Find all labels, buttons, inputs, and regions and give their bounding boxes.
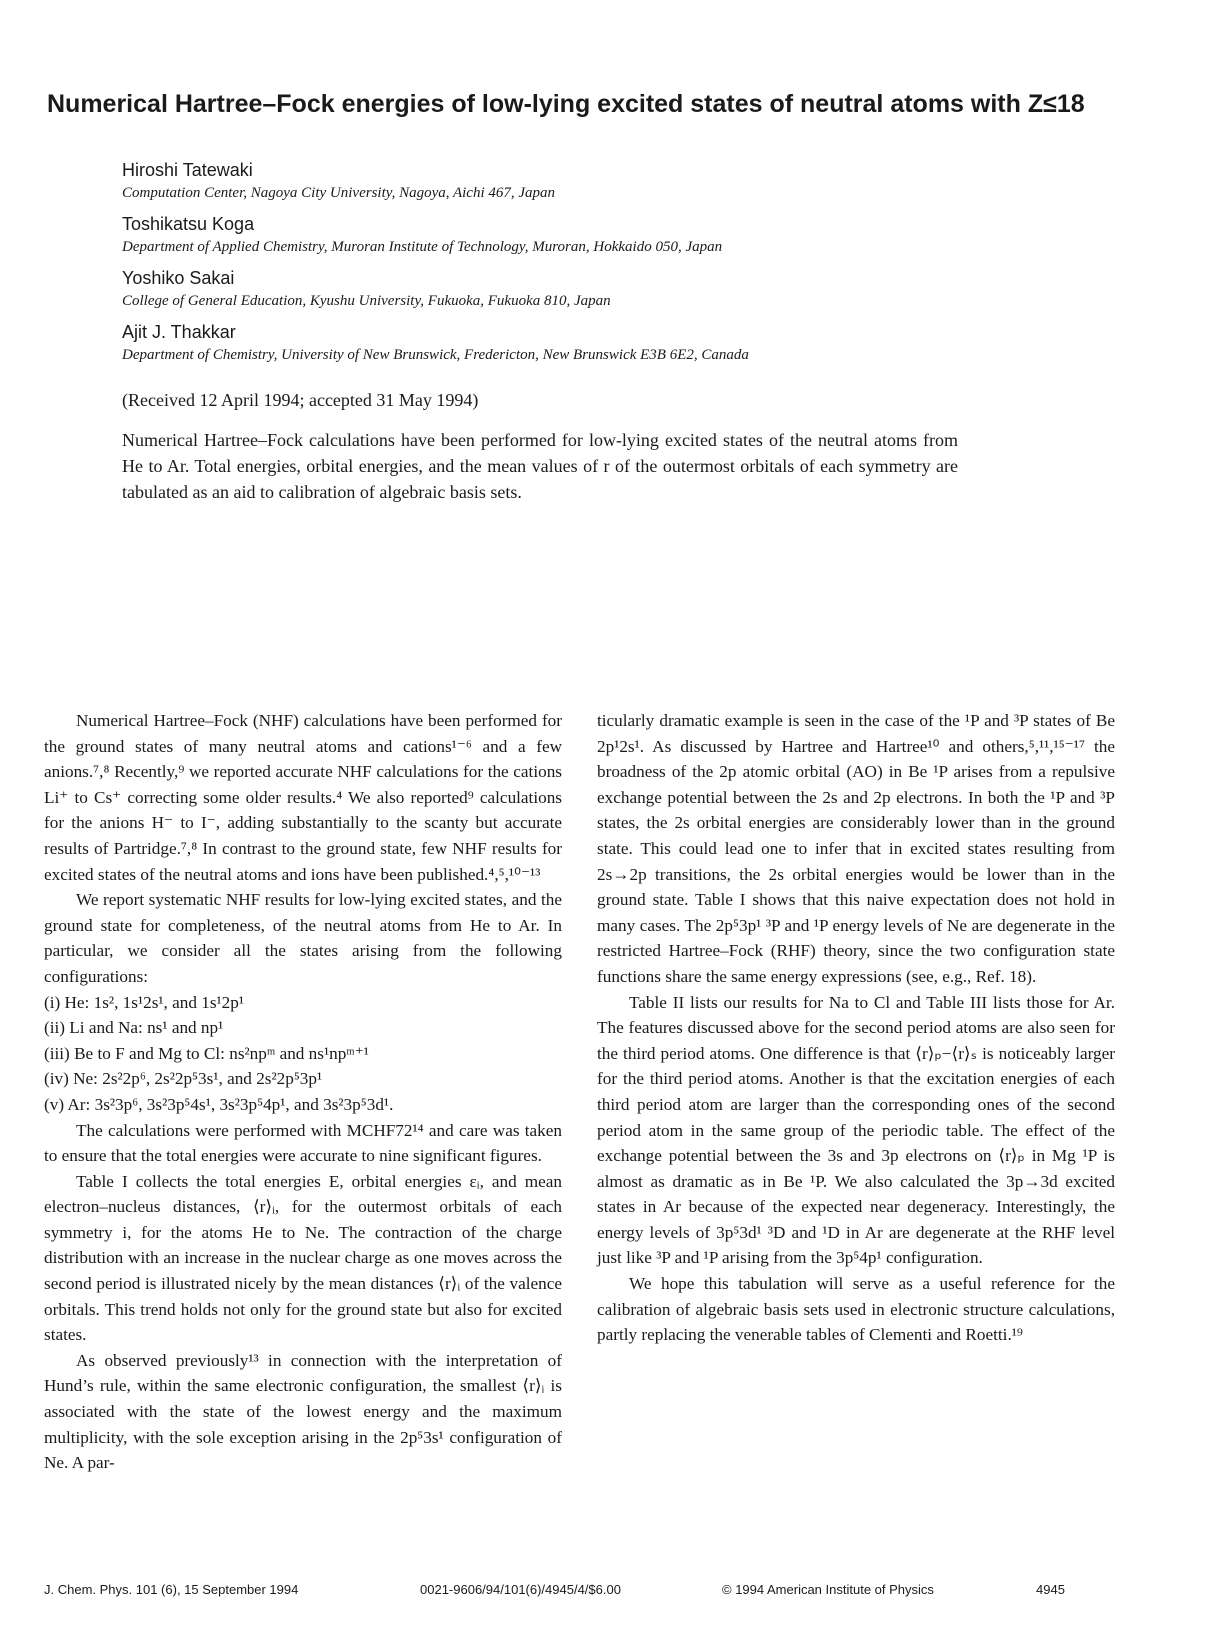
body-paragraph: Table I collects the total energies E, orbital energies εᵢ, and mean electron–nucleus distances, ⟨r⟩ᵢ, for the outermost orbitals of each symmetry i, for the atoms He to Ne. The contraction of the charge distribution with an increase in the nuclear charge as one moves across the second period is illustrated nicely by the mean distances ⟨r⟩ᵢ of the valence orbitals. This trend holds not only for the ground state but also for excited states. [44, 1171, 562, 1345]
author-affiliation: College of General Education, Kyushu University, Fukuoka, Fukuoka 810, Japan [122, 293, 611, 309]
author-affiliation: Department of Chemistry, University of New Brunswick, Fredericton, New Brunswick E3B 6E2, Canada [122, 347, 749, 363]
configuration-item: (iii) Be to F and Mg to Cl: ns²npᵐ and ns¹npᵐ⁺¹ [44, 1043, 369, 1063]
configuration-item: (i) He: 1s², 1s¹2s¹, and 1s¹2p¹ [44, 992, 245, 1012]
author-affiliation: Department of Applied Chemistry, Muroran Institute of Technology, Muroran, Hokkaido 050, Japan [122, 239, 723, 255]
page-number: 4945 [1036, 1582, 1065, 1597]
article-code: 0021-9606/94/101(6)/4945/4/$6.00 [420, 1582, 621, 1597]
received-dates: (Received 12 April 1994; accepted 31 May 1994) [122, 390, 479, 410]
paper-title: Numerical Hartree–Fock energies of low-lying excited states of neutral atoms with Z≤18 [47, 90, 1085, 118]
body-paragraph: We report systematic NHF results for low-lying excited states, and the ground state for completeness, of the neutral atoms from He to Ar. In particular, we consider all the states arising from the following configurations: [44, 890, 562, 986]
abstract: Numerical Hartree–Fock calculations have been performed for low-lying excited states of the neutral atoms from He to Ar. Total energies, orbital energies, and the mean values of r of the outermost orbitals of each symmetry are tabulated as an aid to calibration of algebraic basis sets. [122, 430, 958, 502]
author-name: Toshikatsu Koga [122, 214, 255, 234]
author-name: Yoshiko Sakai [122, 268, 235, 288]
body-paragraph: Table II lists our results for Na to Cl and Table III lists those for Ar. The features discussed above for the second period atoms are also seen for the third period atoms. One difference is that ⟨r⟩ₚ−⟨r⟩ₛ is noticeably larger for the third period atoms. Another is that the excitation energies of each third period atom are larger than the corresponding ones of the second period atom in the same group of the periodic table. The effect of the exchange potential between the 3s and 3p electrons on ⟨r⟩ₚ in Mg ¹P is almost as dramatic as in Be ¹P. We also calculated the 3p→3d excited states in Ar because of the expected near degeneracy. Interestingly, the energy levels of 3p⁵3d¹ ³D and ¹D in Ar are degenerate at the RHF level just like ³P and ¹P arising from the 3p⁵4p¹ configuration. [597, 992, 1115, 1268]
configuration-item: (ii) Li and Na: ns¹ and np¹ [44, 1018, 224, 1038]
body-paragraph: The calculations were performed with MCHF72¹⁴ and care was taken to ensure that the total energies were accurate to nine significant figures. [44, 1120, 562, 1166]
body-column-right [597, 708, 1115, 1348]
body-paragraph: We hope this tabulation will serve as a useful reference for the calibration of algebraic basis sets used in electronic structure calculations, partly replacing the venerable tables of Clementi and Roetti.¹⁹ [597, 1274, 1115, 1345]
author-name: Hiroshi Tatewaki [122, 160, 253, 180]
author-name: Ajit J. Thakkar [122, 322, 236, 342]
body-paragraph: Numerical Hartree–Fock (NHF) calculations have been performed for the ground states of many neutral atoms and cations¹⁻⁶ and a few anions.⁷,⁸ Recently,⁹ we reported accurate NHF calculations for the cations Li⁺ to Cs⁺ correcting some older results.⁴ We also reported⁹ calculations for the anions H⁻ to I⁻, adding substantially to the scanty but accurate results of Partridge.⁷,⁸ In contrast to the ground state, few NHF results for excited states of the neutral atoms and ions have been published.⁴,⁵,¹⁰⁻¹³ [44, 711, 562, 884]
body-paragraph: As observed previously¹³ in connection with the interpretation of Hund’s rule, within the same electronic configuration, the smallest ⟨r⟩ᵢ is associated with the state of the lowest energy and the maximum multiplicity, with the sole exception arising in the 2p⁵3s¹ configuration of Ne. A par- [44, 1350, 562, 1473]
journal-citation: J. Chem. Phys. 101 (6), 15 September 1994 [44, 1582, 299, 1597]
configuration-item: (iv) Ne: 2s²2p⁶, 2s²2p⁵3s¹, and 2s²2p⁵3p¹ [44, 1069, 323, 1089]
configuration-item: (v) Ar: 3s²3p⁶, 3s²3p⁵4s¹, 3s²3p⁵4p¹, and 3s²3p⁵3d¹. [44, 1094, 394, 1114]
body-column-left [44, 708, 562, 1476]
copyright-notice: © 1994 American Institute of Physics [722, 1582, 934, 1597]
body-paragraph: ticularly dramatic example is seen in the case of the ¹P and ³P states of Be 2p¹2s¹. As discussed by Hartree and Hartree¹⁰ and others,⁵,¹¹,¹⁵⁻¹⁷ the broadness of the 2p atomic orbital (AO) in Be ¹P arises from a repulsive exchange potential between the 2s and 2p electrons. In both the ¹P and ³P states, the 2s orbital energies are considerably lower than in the ground state. This could lead one to infer that in excited states resulting from 2s→2p transitions, the 2s orbital energies would be lower than in the ground state. Table I shows that this naive expectation does not hold in many cases. The 2p⁵3p¹ ³P and ¹P energy levels of Ne are degenerate in the restricted Hartree–Fock (RHF) theory, since the two configuration state functions share the same energy expressions (see, e.g., Ref. 18). [597, 711, 1115, 986]
author-affiliation: Computation Center, Nagoya City University, Nagoya, Aichi 467, Japan [122, 185, 556, 201]
